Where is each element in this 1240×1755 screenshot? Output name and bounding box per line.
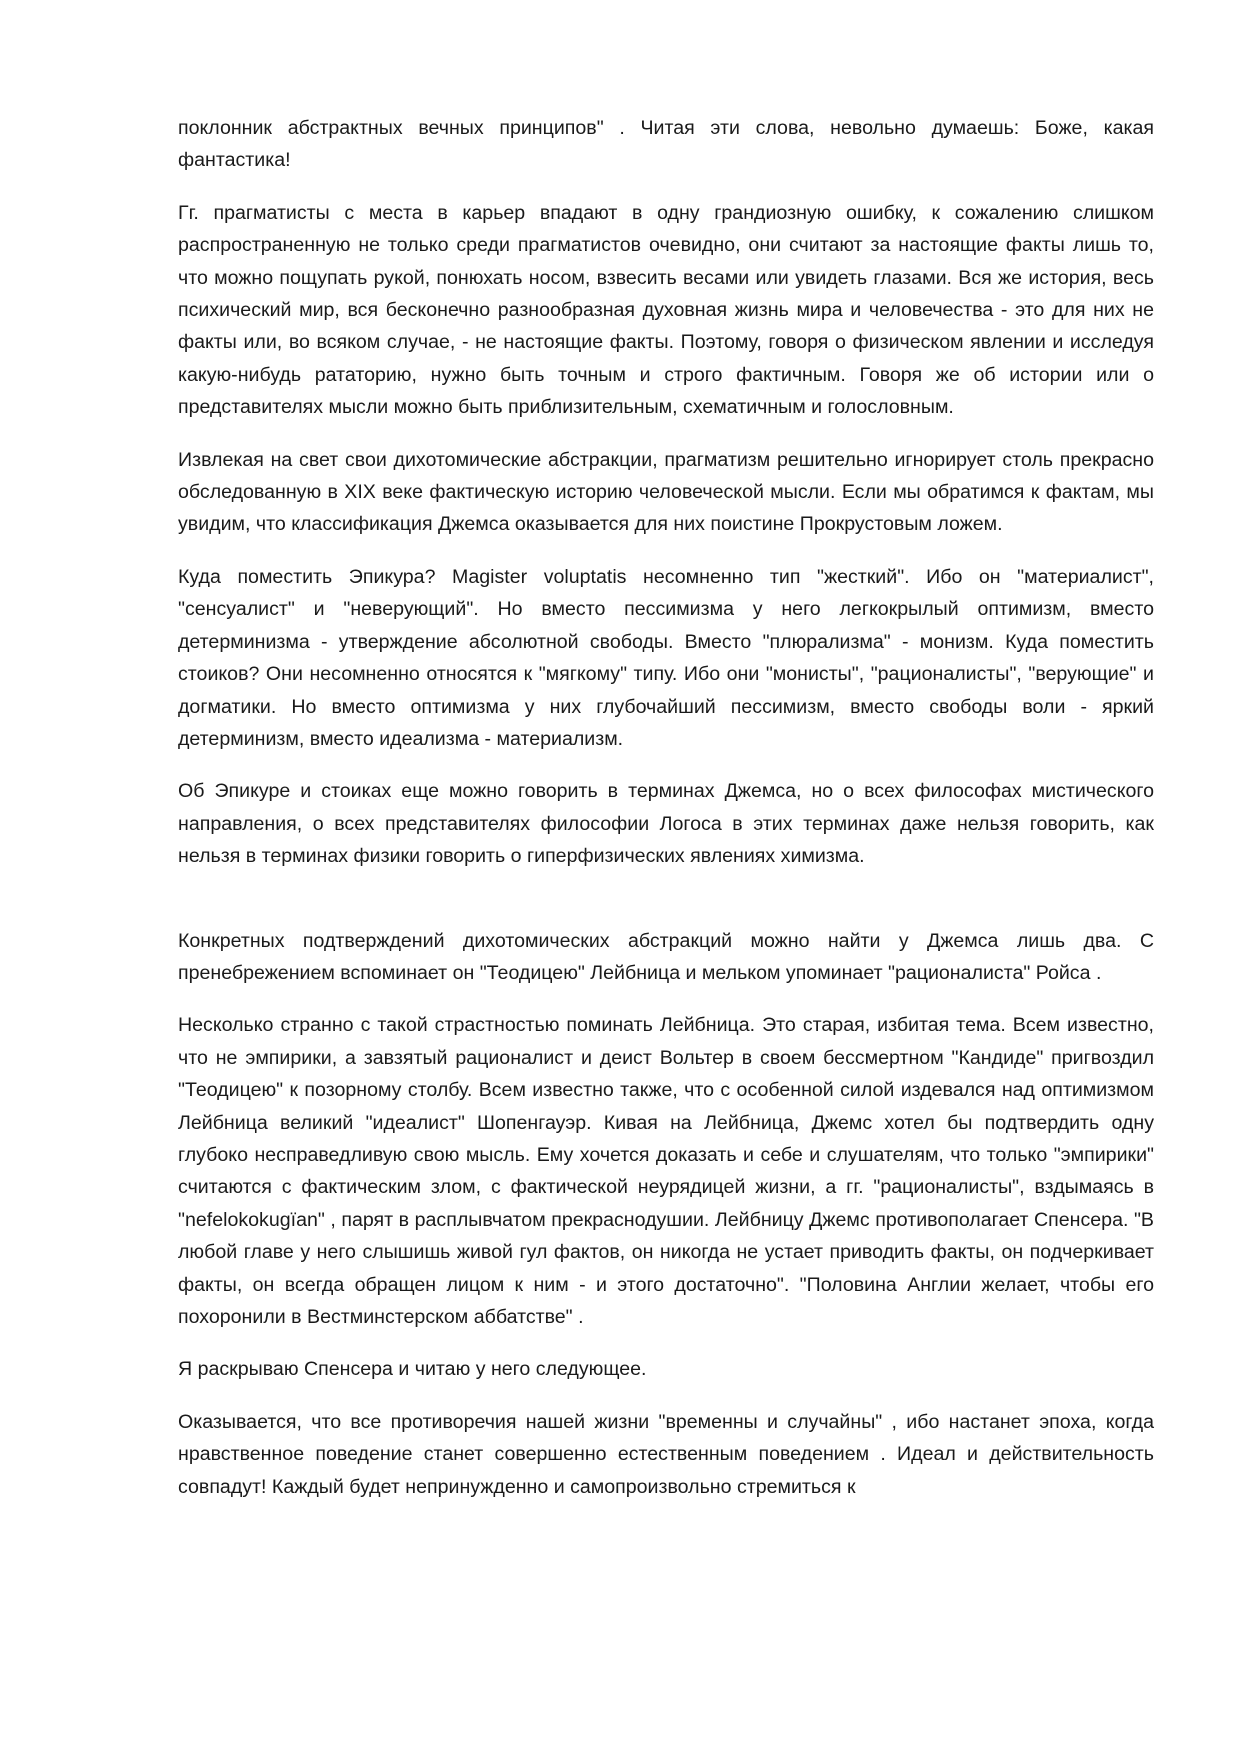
paragraph-7: Несколько странно с такой страстностью поминать Лейбница. Это старая, избитая тема. Всем известно, что не эмпирики, а завзятый рационалист и деист Вольтер в своем бессмертном "Кандиде" пригвоздил "Теодицею" к позорному столбу. Всем известно также, что с особенной силой издевался над оптимизмом Лейбница великий "идеалист" Шопенгауэр. Кивая на Лейбница, Джемс хотел бы подтвердить одну глубоко несправедливую свою мысль. Ему хочется доказать и себе и слушателям, что только "эмпирики" считаются с фактическим злом, с фактической неурядицей жизни, а гг. "рационалисты", вздымаясь в "nefelokokugïan" , парят в расплывчатом прекраснодушии. Лейбницу Джемс противополагает Спенсера. "В любой главе у него слышишь живой гул фактов, он никогда не устает приводить факты, он подчеркивает факты, он всегда обращен лицом к ним - и этого достаточно". "Половина Англии желает, чтобы его похоронили в Вестминстерском аббатстве" . [178,1014,1154,1328]
paragraph-8: Я раскрываю Спенсера и читаю у него следующее. [178,1358,647,1381]
paragraph-1: поклонник абстрактных вечных принципов" . Читая эти слова, невольно думаешь: Боже, какая фантастика! [178,117,1154,172]
paragraph-2: Гг. прагматисты с места в карьер впадают в одну грандиозную ошибку, к сожалению слишком распространенную не только среди прагматистов очевидно, они считают за настоящие факты лишь то, что можно пощупать рукой, понюхать носом, взвесить весами или увидеть глазами. Вся же история, весь психический мир, вся бесконечно разнообразная духовная жизнь мира и человечества - это для них не факты или, во всяком случае, - не настоящие факты. Поэтому, говоря о физическом явлении и исследуя какую-нибудь рататорию, нужно быть точным и строго фактичным. Говоря же об истории или о представителях мысли можно быть приблизительным, схематичным и голословным. [178,201,1154,419]
paragraph-5: Об Эпикуре и стоиках еще можно говорить в терминах Джемса, но о всех философах мистического направления, о всех представителях философии Логоса в этих терминах даже нельзя говорить, как нельзя в терминах физики говорить о гиперфизических явлениях химизма. [178,780,1154,868]
paragraph-4: Куда поместить Эпикура? Magister voluptatis несомненно тип "жесткий". Ибо он "материалист", "сенсуалист" и "неверующий". Но вместо пессимизма у него легкокрылый оптимизм, вместо детерминизма - утверждение абсолютной свободы. Вместо "плюрализма" - монизм. Куда поместить стоиков? Они несомненно относятся к "мягкому" типу. Ибо они "монисты", "рационалисты", "верующие" и догматики. Но вместо оптимизма у них глубочайший пессимизм, вместо свободы воли - яркий детерминизм, вместо идеализма - материализм. [178,565,1154,750]
paragraph-3: Извлекая на свет свои дихотомические абстракции, прагматизм решительно игнорирует столь прекрасно обследованную в XIX веке фактическую историю человеческой мысли. Если мы обратимся к фактам, мы увидим, что классификация Джемса оказывается для них поистине Прокрустовым ложем. [178,448,1154,536]
paragraph-9: Оказывается, что все противоречия нашей жизни "временны и случайны" , ибо настанет эпоха, когда нравственное поведение станет совершенно естественным поведением . Идеал и действительность совпадут! Каждый будет непринужденно и самопроизвольно стремиться к [178,1410,1154,1498]
document-page [178,112,1154,1503]
paragraph-6: Конкретных подтверждений дихотомических абстракций можно найти у Джемса лишь два. С пренебрежением вспоминает он "Теодицею" Лейбница и мельком упоминает "рационалиста" Ройса . [178,929,1154,984]
